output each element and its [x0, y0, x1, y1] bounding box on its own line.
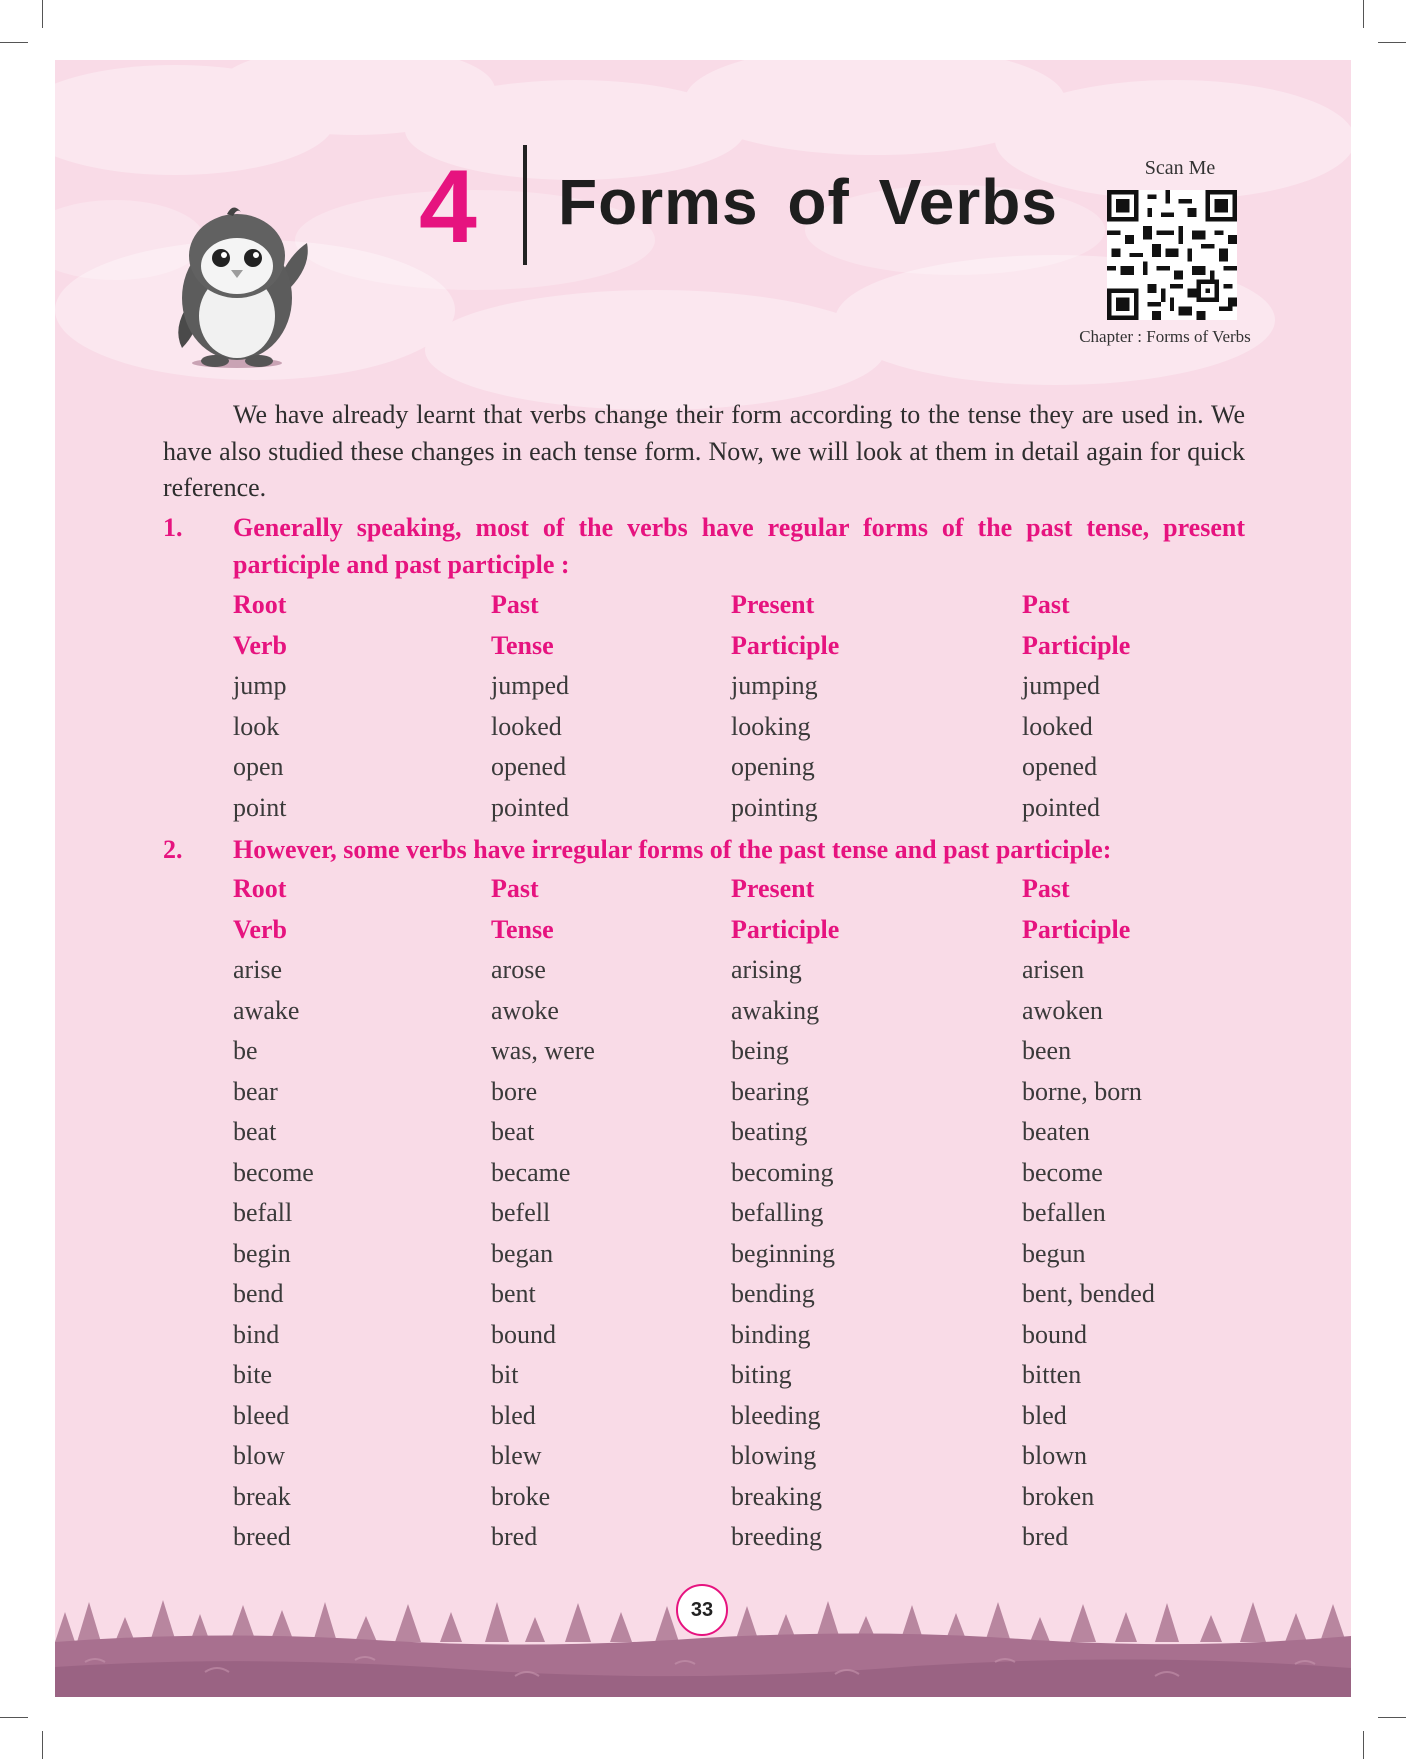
table-cell: bend — [233, 1279, 284, 1308]
table-cell: bear — [233, 1076, 278, 1106]
table-cell: looking — [731, 711, 811, 741]
table-header-row — [233, 590, 1233, 630]
table-row — [233, 996, 1233, 1036]
table-cell: bore — [491, 1076, 538, 1106]
table-cell: point — [233, 792, 287, 822]
section-heading-text: Generally speaking, most of the verbs have regular forms of the past tense, present participle and past participle : — [233, 513, 1245, 579]
table-header-row — [233, 874, 1233, 914]
section-heading-text: However, some verbs have irregular forms of the past tense and past participle: — [233, 835, 1112, 864]
table-cell: bending — [731, 1279, 815, 1308]
table-row — [233, 1320, 1233, 1360]
table-row — [233, 671, 1233, 711]
table-cell: looked — [491, 711, 562, 741]
table-cell: beaten — [1022, 1117, 1090, 1146]
table-row — [233, 1239, 1233, 1279]
table-cell: jumped — [1022, 671, 1100, 700]
chapter-number: 4 — [419, 149, 477, 265]
crop-mark — [42, 0, 43, 28]
column-header: Present — [731, 590, 815, 619]
table-cell: beat — [491, 1117, 535, 1146]
column-header: Participle — [731, 630, 840, 660]
table-cell: bent, bended — [1022, 1279, 1155, 1308]
section-heading-2 — [163, 832, 1245, 870]
table-cell: arise — [233, 955, 283, 984]
crop-mark — [1363, 1731, 1364, 1759]
column-header: Root — [233, 590, 287, 619]
table-cell: looked — [1022, 711, 1093, 741]
table-cell: breaking — [731, 1481, 822, 1511]
table-cell: broke — [491, 1481, 551, 1511]
column-header: Participle — [1022, 630, 1131, 660]
table-cell: jump — [233, 671, 287, 700]
table-cell: jumped — [491, 671, 569, 700]
table-cell: begin — [233, 1238, 291, 1268]
table-cell: awoken — [1022, 995, 1103, 1025]
table-cell: befallen — [1022, 1198, 1106, 1227]
table-cell: bled — [491, 1400, 536, 1430]
table-cell: became — [491, 1157, 571, 1187]
table-cell: pointed — [1022, 792, 1100, 822]
scan-label: Scan Me — [1144, 157, 1216, 179]
table-cell: arose — [491, 955, 546, 984]
table-cell: bound — [1022, 1319, 1087, 1349]
table-cell: blew — [491, 1441, 542, 1470]
table-cell: beat — [233, 1117, 277, 1146]
intro-paragraph — [163, 397, 1245, 507]
table-cell: jumping — [731, 671, 818, 700]
column-header: Tense — [491, 914, 554, 944]
table-cell: befell — [491, 1198, 551, 1227]
table-row — [233, 1522, 1233, 1562]
table-cell: bent — [491, 1279, 536, 1308]
table-cell: bled — [1022, 1400, 1067, 1430]
crop-mark — [0, 42, 28, 43]
table-cell: bitten — [1022, 1360, 1082, 1389]
column-header: Participle — [1022, 914, 1131, 944]
crop-mark — [1363, 0, 1364, 28]
table-cell: bite — [233, 1360, 272, 1389]
intro-text: We have already learnt that verbs change their form according to the tense they are used in. We have also studied these changes in each tense form. Now, we will look at them in detail again for quick reference. — [163, 400, 1245, 502]
table-cell: was, were — [491, 1036, 595, 1065]
table-header-row — [233, 631, 1233, 671]
table-cell: awaking — [731, 995, 820, 1025]
table-cell: open — [233, 752, 284, 781]
column-header: Verb — [233, 630, 287, 660]
table-row — [233, 1279, 1233, 1319]
table-cell: be — [233, 1036, 258, 1065]
table-cell: breeding — [731, 1522, 822, 1551]
column-header: Present — [731, 874, 815, 903]
table-cell: becoming — [731, 1157, 834, 1187]
column-header: Tense — [491, 630, 554, 660]
table-cell: bearing — [731, 1076, 809, 1106]
table-row — [233, 1198, 1233, 1238]
table-cell: opening — [731, 752, 815, 781]
section-number: 1. — [163, 513, 183, 542]
table-cell: arising — [731, 955, 802, 984]
title-divider — [523, 145, 527, 265]
penguin-illustration — [167, 198, 317, 368]
table-cell: blown — [1022, 1441, 1087, 1470]
table-row — [233, 1360, 1233, 1400]
table-cell: bred — [491, 1522, 538, 1551]
table-cell: been — [1022, 1036, 1072, 1065]
table-row — [233, 712, 1233, 752]
table-cell: become — [233, 1157, 314, 1187]
crop-mark — [0, 1717, 28, 1718]
table-cell: pointed — [491, 792, 569, 822]
table-cell: bit — [491, 1360, 519, 1389]
table-cell: look — [233, 711, 280, 741]
table-cell: bind — [233, 1319, 280, 1349]
table-cell: awake — [233, 995, 300, 1025]
table-row — [233, 1117, 1233, 1157]
crop-mark — [1378, 42, 1406, 43]
qr-code[interactable] — [1107, 190, 1237, 320]
table-row — [233, 1077, 1233, 1117]
table-cell: break — [233, 1481, 291, 1511]
table-header-row — [233, 915, 1233, 955]
column-header: Past — [491, 874, 539, 903]
table-row — [233, 1036, 1233, 1076]
table-cell: opened — [1022, 752, 1098, 781]
column-header: Past — [1022, 874, 1070, 903]
table-cell: befalling — [731, 1198, 824, 1227]
crop-mark — [42, 1731, 43, 1759]
table-cell: begun — [1022, 1238, 1086, 1268]
table-cell: bleeding — [731, 1400, 821, 1430]
table-cell: arisen — [1022, 955, 1085, 984]
chapter-title: Forms of Verbs — [558, 166, 1058, 238]
table-cell: being — [731, 1036, 789, 1065]
table-row — [233, 1441, 1233, 1481]
column-header: Verb — [233, 914, 287, 944]
table-cell: bleed — [233, 1400, 290, 1430]
table-cell: blowing — [731, 1441, 817, 1470]
table-cell: pointing — [731, 792, 818, 822]
table-row — [233, 752, 1233, 792]
table-cell: opened — [491, 752, 567, 781]
qr-caption: Chapter : Forms of Verbs — [1079, 327, 1251, 346]
table-row — [233, 1158, 1233, 1198]
table-row — [233, 1401, 1233, 1441]
table-cell: biting — [731, 1360, 792, 1389]
table-cell: borne, born — [1022, 1076, 1142, 1106]
column-header: Past — [491, 590, 539, 619]
table-cell: binding — [731, 1319, 811, 1349]
page-number: 33 — [676, 1584, 728, 1636]
crop-mark — [1378, 1717, 1406, 1718]
column-header: Past — [1022, 590, 1070, 619]
column-header: Participle — [731, 914, 840, 944]
table-cell: breed — [233, 1522, 291, 1551]
table-cell: become — [1022, 1157, 1103, 1187]
table-cell: blow — [233, 1441, 285, 1470]
table-cell: beginning — [731, 1238, 835, 1268]
column-header: Root — [233, 874, 287, 903]
section-number: 2. — [163, 835, 183, 864]
table-cell: beating — [731, 1117, 808, 1146]
table-cell: bred — [1022, 1522, 1069, 1551]
table-cell: awoke — [491, 995, 559, 1025]
table-cell: broken — [1022, 1481, 1095, 1511]
section-heading-1 — [163, 510, 1245, 584]
table-row — [233, 955, 1233, 995]
table-cell: bound — [491, 1319, 556, 1349]
book-page — [55, 60, 1351, 1697]
table-cell: began — [491, 1238, 554, 1268]
table-row — [233, 793, 1233, 833]
table-row — [233, 1482, 1233, 1522]
table-cell: befall — [233, 1198, 293, 1227]
